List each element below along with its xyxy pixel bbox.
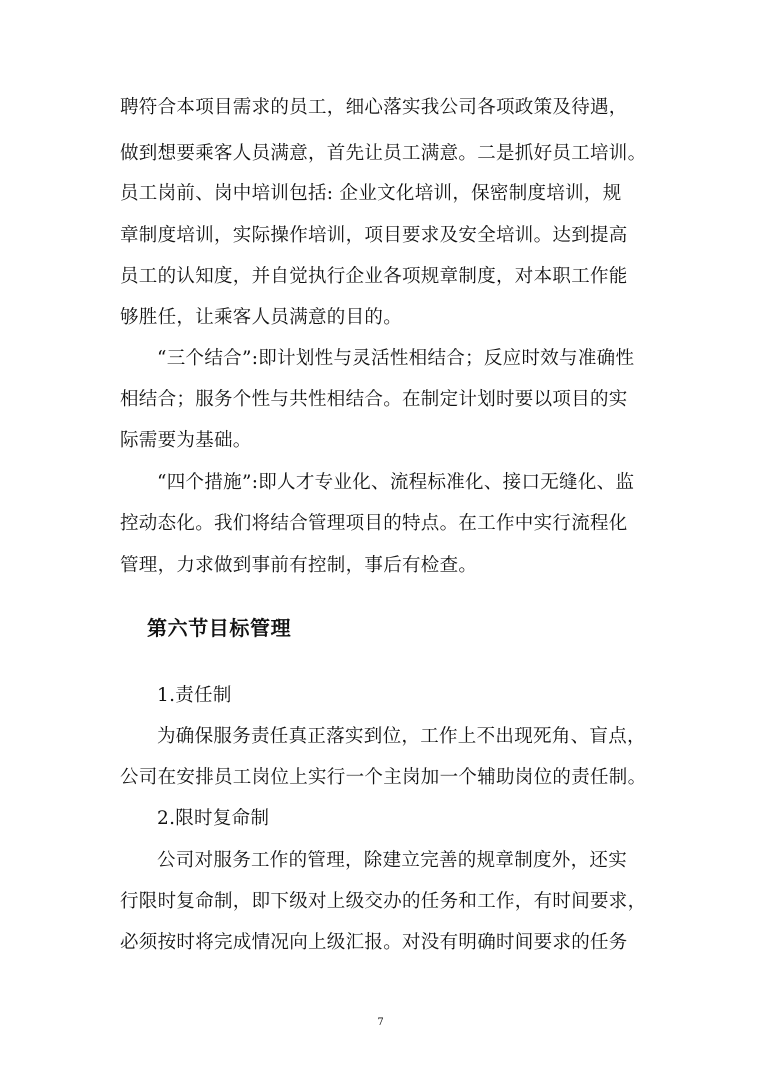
text-line: 公司对服务工作的管理，除建立完善的规章制度外，还实: [157, 850, 628, 871]
text-line: 做到想要乘客人员满意，首先让员工满意。二是抓好员工培训。: [120, 143, 647, 164]
text-line: 相结合；服务个性与共性相结合。在制定计划时要以项目的实: [120, 389, 628, 410]
item-title: 2.限时复命制: [157, 808, 270, 829]
text-line: 必须按时将完成情况向上级汇报。对没有明确时间要求的任务: [120, 932, 628, 953]
text-line: 管理，力求做到事前有控制，事后有检查。: [120, 555, 478, 576]
text-line: 际需要为基础。: [120, 430, 252, 451]
text-line: 公司在安排员工岗位上实行一个主岗加一个辅助岗位的责任制。: [120, 767, 647, 788]
text-line: 员工岗前、岗中培训包括: 企业文化培训，保密制度培训，规: [120, 183, 622, 204]
section-heading: 第六节目标管理: [147, 616, 292, 640]
item-title: 1.责任制: [157, 685, 232, 706]
text-line: 行限时复命制，即下级对上级交办的任务和工作，有时间要求，: [120, 891, 647, 912]
text-line: “四个措施”:即人才专业化、流程标准化、接口无缝化、监: [157, 472, 635, 493]
text-line: 够胜任，让乘客人员满意的目的。: [120, 307, 403, 328]
text-line: 员工的认知度，并自觉执行企业各项规章制度，对本职工作能: [120, 266, 628, 287]
page-number: 7: [377, 1017, 384, 1028]
text-line: 聘符合本项目需求的员工，细心落实我公司各项政策及待遇，: [120, 97, 628, 118]
text-line: 章制度培训，实际操作培训，项目要求及安全培训。达到提高: [120, 225, 628, 246]
text-line: 控动态化。我们将结合管理项目的特点。在工作中实行流程化: [120, 513, 628, 534]
text-line: 为确保服务责任真正落实到位，工作上不出现死角、盲点，: [157, 726, 646, 747]
text-line: “三个结合”:即计划性与灵活性相结合；反应时效与准确性: [157, 348, 635, 369]
